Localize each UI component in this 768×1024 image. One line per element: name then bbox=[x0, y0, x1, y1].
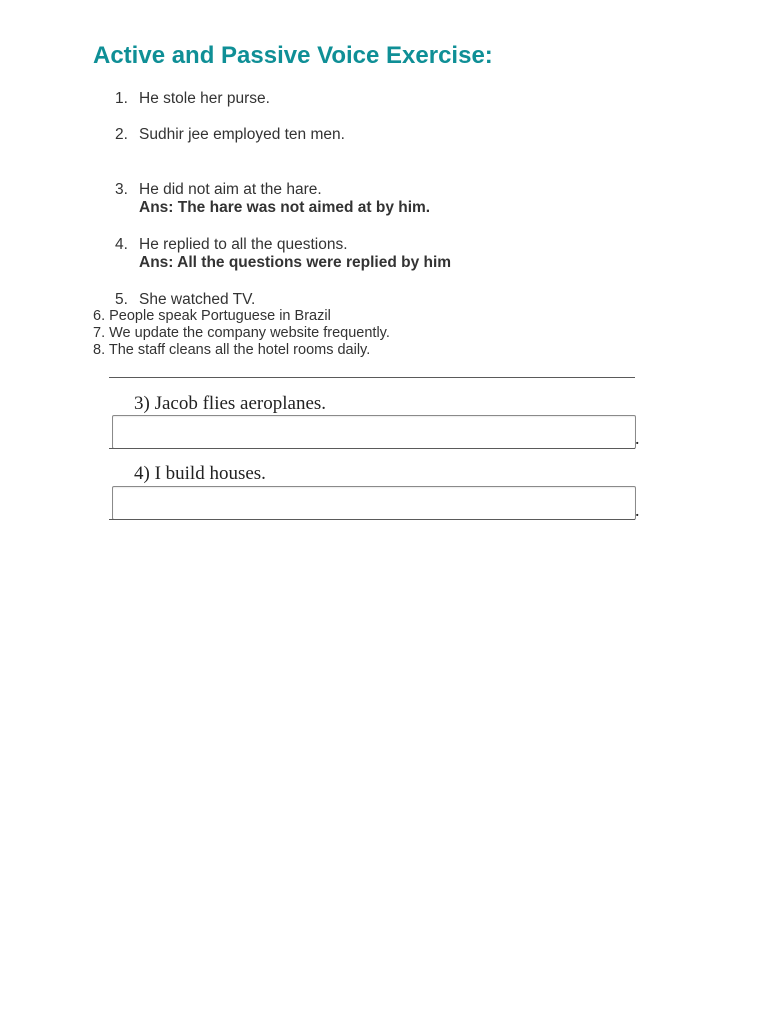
extra-item-6: 6. People speak Portuguese in Brazil bbox=[93, 308, 331, 324]
answer-3: Ans: The hare was not aimed at by him. bbox=[139, 199, 431, 216]
divider-line bbox=[109, 519, 635, 520]
divider-line bbox=[109, 377, 635, 378]
answer-input-4[interactable] bbox=[112, 486, 636, 520]
end-mark: . bbox=[635, 500, 640, 520]
question-text: He replied to all the questions. bbox=[139, 236, 348, 253]
question-1 bbox=[115, 90, 270, 108]
question-3 bbox=[115, 181, 322, 199]
answer-4: Ans: All the questions were replied by him bbox=[139, 254, 452, 271]
question-5 bbox=[115, 291, 255, 309]
page-title: Active and Passive Voice Exercise: bbox=[93, 42, 493, 69]
question-2 bbox=[115, 126, 345, 144]
divider-line bbox=[109, 448, 635, 449]
extra-item-7: 7. We update the company website frequently. bbox=[93, 325, 390, 341]
question-number: 1. bbox=[115, 90, 128, 107]
question-text: He stole her purse. bbox=[139, 90, 270, 107]
answer-input-3[interactable] bbox=[112, 415, 636, 449]
question-text: He did not aim at the hare. bbox=[139, 181, 322, 198]
question-number: 2. bbox=[115, 126, 128, 143]
question-number: 3. bbox=[115, 181, 128, 198]
question-4 bbox=[115, 236, 348, 254]
question-text: She watched TV. bbox=[139, 291, 256, 308]
question-number: 4. bbox=[115, 236, 128, 253]
question-text: Sudhir jee employed ten men. bbox=[139, 126, 345, 143]
end-mark: . bbox=[635, 428, 640, 448]
question-number: 5. bbox=[115, 291, 128, 308]
extra-item-8: 8. The staff cleans all the hotel rooms daily. bbox=[93, 342, 371, 358]
worksheet-question-3: 3) Jacob flies aeroplanes. bbox=[134, 393, 327, 414]
worksheet-question-4: 4) I build houses. bbox=[134, 463, 266, 484]
